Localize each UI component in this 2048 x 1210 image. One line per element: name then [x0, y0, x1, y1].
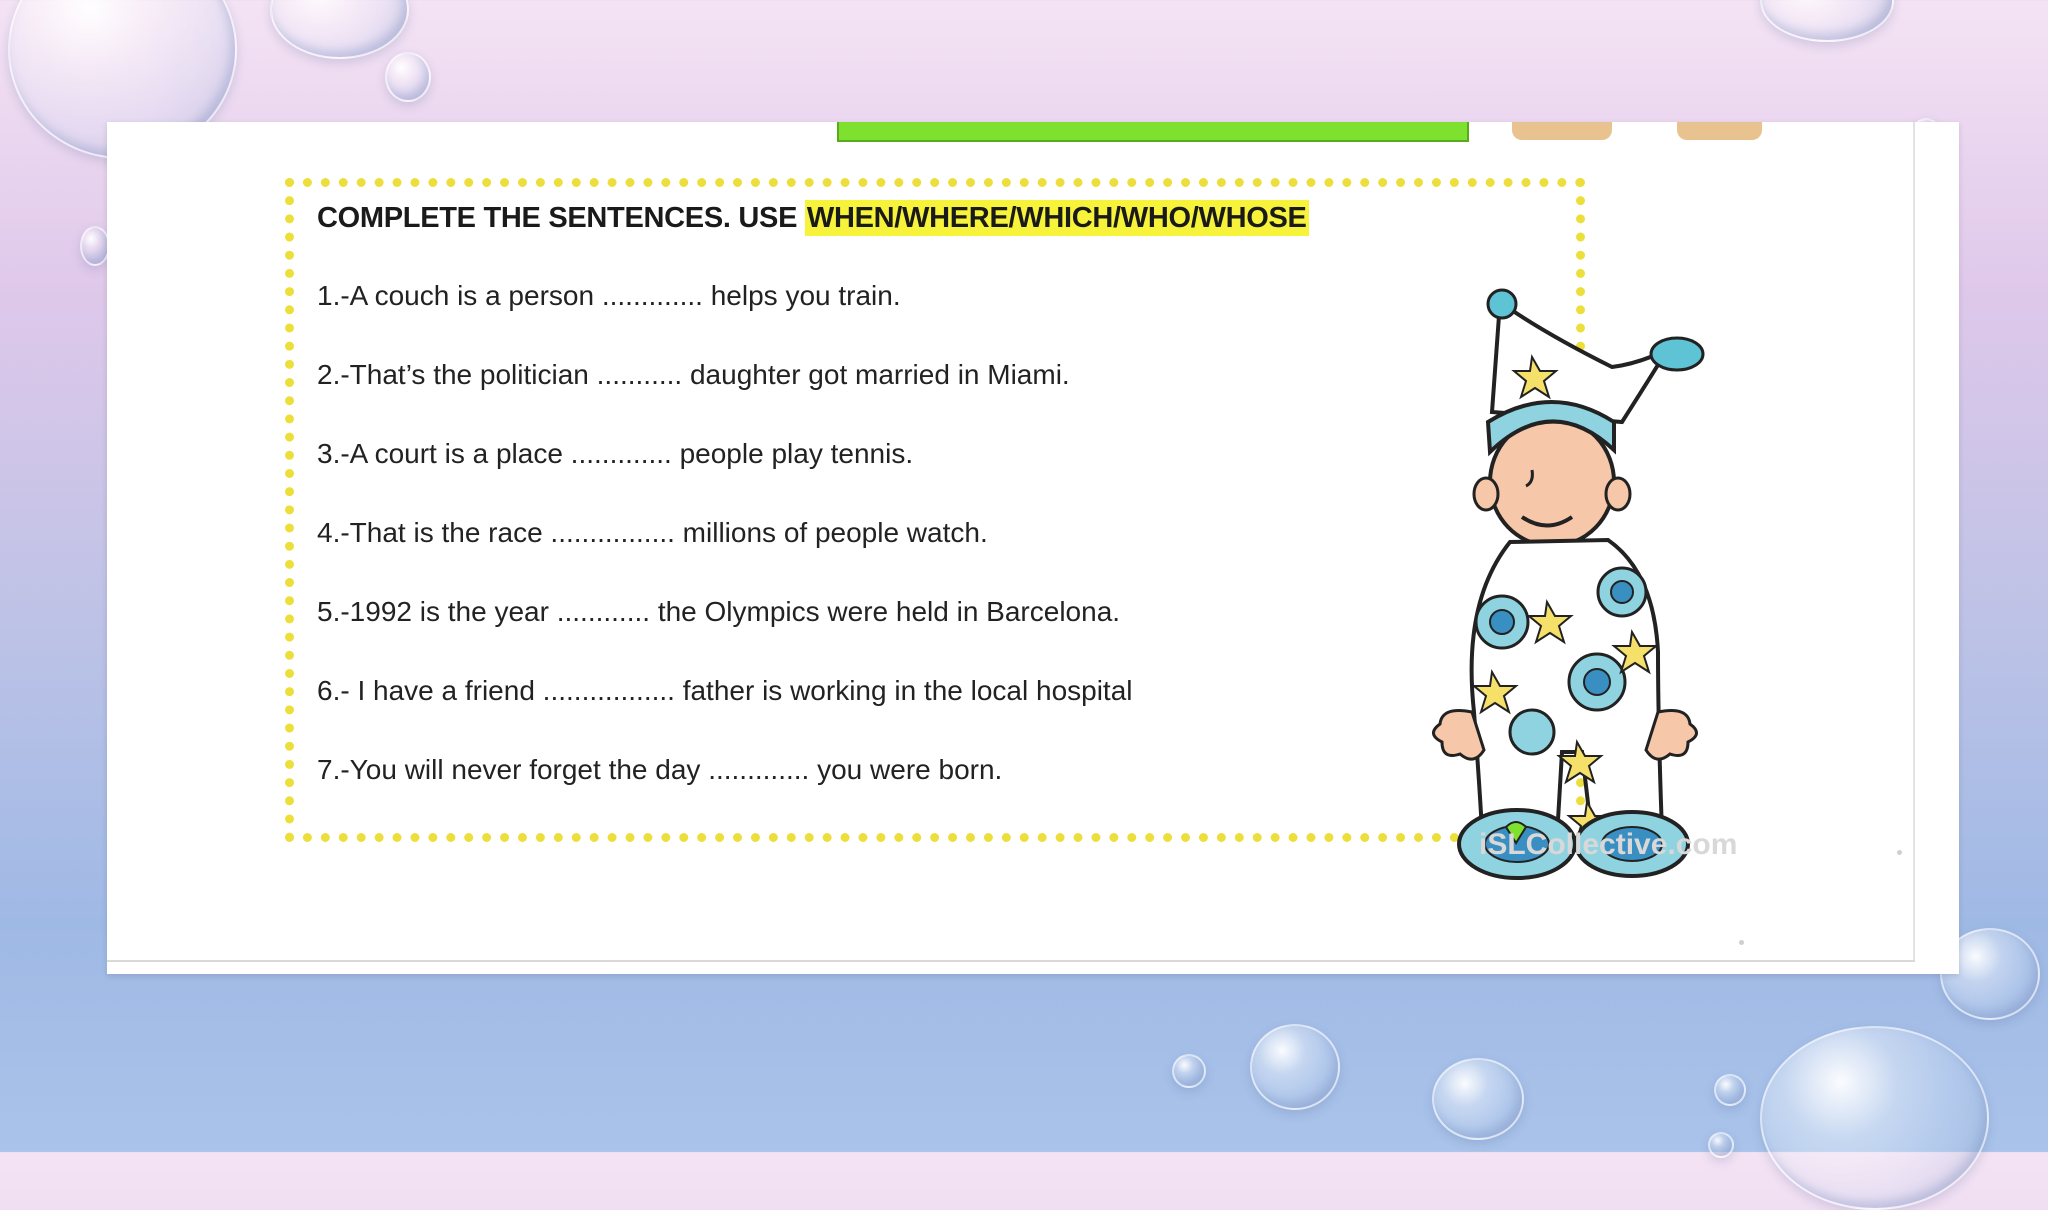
bubble-decoration — [1714, 1074, 1746, 1106]
bubble-decoration — [1172, 1054, 1206, 1088]
pajama-kid-icon — [1422, 272, 1722, 892]
bubble-decoration — [270, 0, 409, 59]
bubble-decoration — [1250, 1024, 1340, 1110]
bubble-decoration — [385, 52, 431, 102]
page-edge-line — [1913, 122, 1915, 962]
clipart-fragment — [1677, 122, 1762, 140]
bubble-decoration — [1432, 1058, 1524, 1140]
page-bottom-line — [107, 960, 1915, 962]
sentence-item: 2.-That’s the politician ........... daughter got married in Miami. — [317, 359, 1070, 390]
bubble-decoration — [1760, 1026, 1989, 1210]
clipart-fragment — [1512, 122, 1612, 140]
watermark-text: iSLCollective.com — [1479, 828, 1738, 861]
heading-instruction: COMPLETE THE SENTENCES. USE — [317, 202, 805, 234]
sentence-list — [317, 278, 1133, 831]
sentence-item: 1.-A couch is a person ............. helps you train. — [317, 280, 901, 311]
sentence-item: 5.-1992 is the year ............ the Olympics were held in Barcelona. — [317, 596, 1121, 627]
worksheet-heading — [317, 202, 1309, 235]
bubble-decoration — [80, 226, 110, 266]
worksheet-slide — [107, 122, 1959, 974]
bubble-decoration — [1708, 1132, 1734, 1158]
speck-mark — [1897, 850, 1902, 855]
speck-mark — [1739, 940, 1744, 945]
heading-highlight: WHEN/WHERE/WHICH/WHO/WHOSE — [806, 202, 1307, 234]
green-title-bar — [837, 122, 1469, 142]
bubble-decoration — [1760, 0, 1894, 42]
sentence-item: 6.- I have a friend ................. father is working in the local hospital — [317, 675, 1133, 706]
sentence-item: 4.-That is the race ................ millions of people watch. — [317, 517, 988, 548]
sentence-item: 7.-You will never forget the day ............. you were born. — [317, 754, 1003, 785]
sentence-item: 3.-A court is a place ............. people play tennis. — [317, 438, 914, 469]
